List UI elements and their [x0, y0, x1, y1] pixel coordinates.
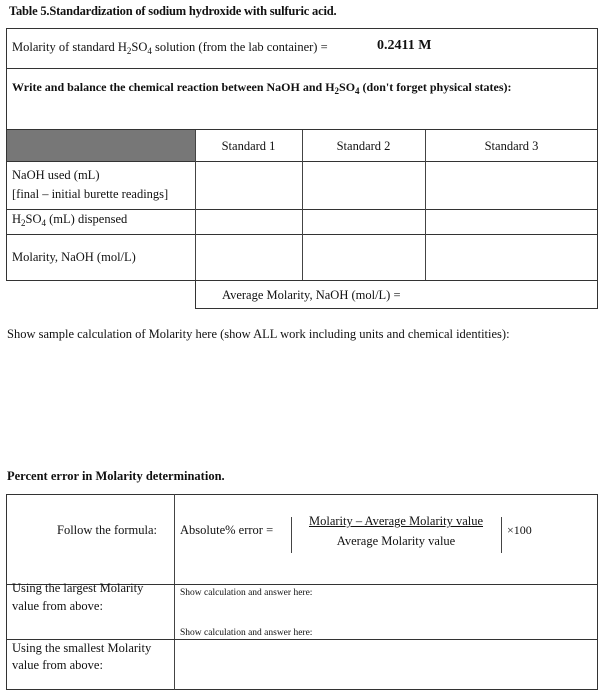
formula-denominator: Average Molarity value [336, 534, 456, 548]
molarity-standard-value: 0.2411 M [377, 38, 432, 53]
percent-error-title: Percent error in Molarity determination. [7, 469, 225, 483]
largest-label-1: Using the largest Molarity [12, 581, 144, 595]
formula-numerator: Molarity – Average Molarity value [308, 514, 484, 528]
row-naoh-used-note: [final – initial burette readings] [12, 187, 169, 201]
formula-lhs: Absolute% error = [180, 523, 274, 537]
formula-multiplier: ×100 [507, 523, 532, 537]
row-naoh-used: NaOH used (mL) [12, 168, 100, 182]
column-standard-1: Standard 1 [221, 139, 276, 153]
row-molarity-naoh: Molarity, NaOH (mol/L) [12, 250, 136, 264]
reaction-prompt: Write and balance the chemical reaction between NaOH and $H_2SO_4$ (don't forget physical states): [12, 80, 512, 96]
table-title: Table 5.Standardization of sodium hydroxide with sulfuric acid. [9, 4, 337, 18]
header-shaded-cell [7, 130, 195, 161]
reaction-answer-field[interactable] [12, 100, 592, 126]
smallest-answer-field[interactable] [176, 645, 596, 688]
row-h2so4-dispensed: $H_2SO_4$ (mL) dispensed [12, 212, 128, 228]
column-standard-3: Standard 3 [484, 139, 539, 153]
smallest-show-calc: Show calculation and answer here: [180, 628, 313, 638]
formula-label: Follow the formula: [57, 523, 157, 537]
column-standard-2: Standard 2 [336, 139, 391, 153]
sample-calc-prompt: Show sample calculation of Molarity here (show ALL work including units and chemical identities): [7, 327, 510, 341]
largest-label-2: value from above: [12, 599, 103, 613]
smallest-label-2: value from above: [12, 658, 103, 672]
molarity-standard-label: Molarity of standard $H_2SO_4$ solution (from the lab container) = [12, 40, 328, 56]
smallest-label-1: Using the smallest Molarity [12, 641, 152, 655]
largest-show-calc: Show calculation and answer here: [180, 588, 313, 598]
average-molarity-label: Average Molarity, NaOH (mol/L) = [222, 288, 401, 302]
